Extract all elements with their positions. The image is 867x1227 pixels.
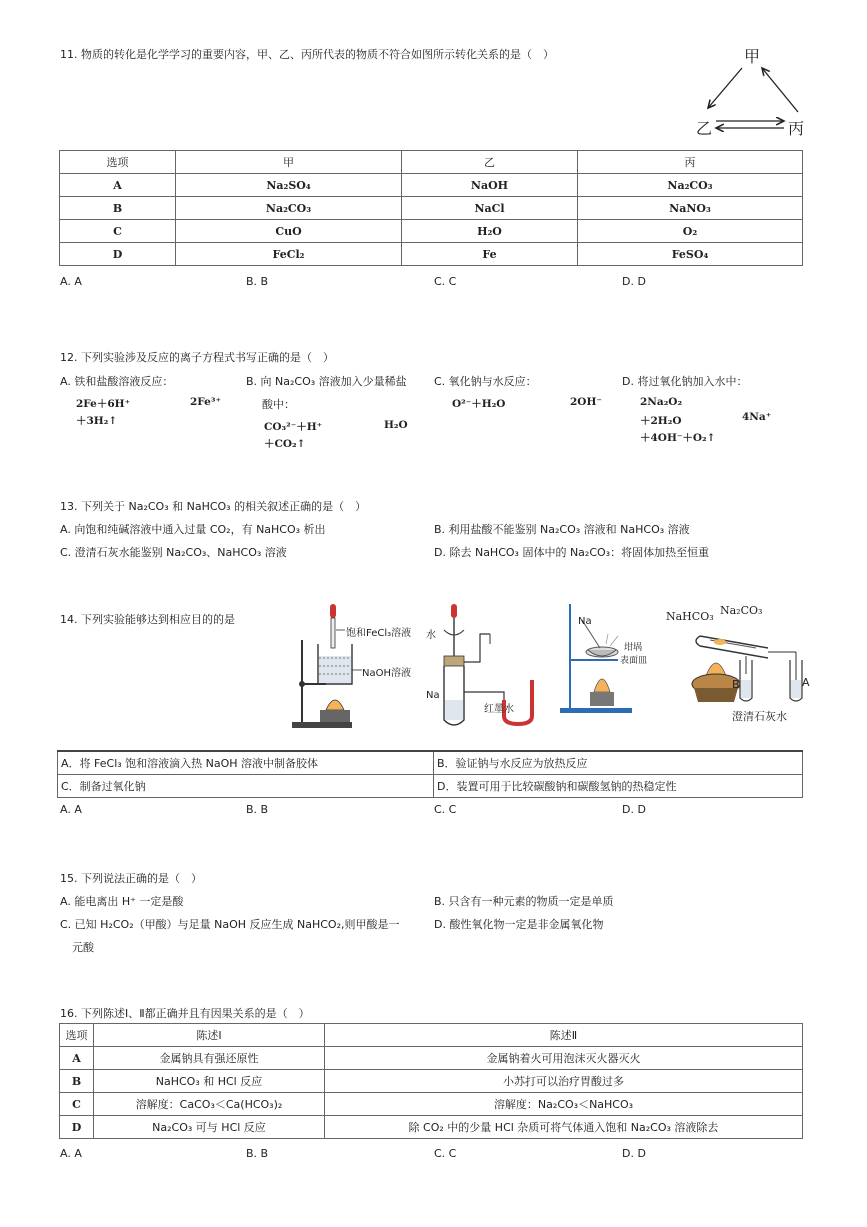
- table-cell: A: [60, 1047, 94, 1070]
- table-header-row: [60, 1024, 803, 1047]
- table-cell: B: [60, 1070, 94, 1093]
- q16-option-a[interactable]: A. A: [60, 1147, 82, 1160]
- table-cell: 溶解度：Na₂CO₃＜NaHCO₃: [325, 1093, 803, 1116]
- q11-diagram-left: 乙: [696, 119, 713, 138]
- table-row: [60, 1070, 803, 1093]
- q12-stem: 12. 下列实验涉及反应的离子方程式书写正确的是（ ）: [60, 351, 334, 364]
- q12-d-eq-2: ＋2H₂O: [640, 415, 682, 427]
- q14-figure-a: [290, 600, 430, 732]
- table-header: 选项: [60, 151, 176, 174]
- q14-fig-b-label: B: [732, 678, 740, 691]
- q14-option-b[interactable]: B．验证钠与水反应为放热反应: [434, 751, 803, 775]
- q14-fig-dish-label: 坩埚: [624, 643, 643, 653]
- q12-b-eq-left: CO₃²⁻＋H⁺: [264, 421, 323, 433]
- table-cell: 小苏打可以治疗胃酸过多: [325, 1070, 803, 1093]
- q15-option-c[interactable]: C. 已知 H₂CO₂（甲酸）与足量 NaOH 反应生成 NaHCO₂,则甲酸是一: [60, 918, 400, 931]
- q12-b-eq-cont: ＋CO₂↑: [264, 438, 306, 450]
- table-header-row: [60, 151, 803, 174]
- q11-option-a[interactable]: A. A: [60, 275, 82, 288]
- table-cell: Fe: [402, 243, 578, 266]
- table-cell: A: [60, 174, 176, 197]
- table-row: [60, 197, 803, 220]
- q12-b-label-cont: 酸中：: [262, 398, 295, 411]
- q12-d-eq-4: ＋4OH⁻＋O₂↑: [640, 432, 716, 444]
- table-cell: FeCl₂: [176, 243, 402, 266]
- q14-answer-a[interactable]: A. A: [60, 803, 82, 816]
- q11-arrows: [690, 40, 820, 140]
- q13-option-b[interactable]: B. 利用盐酸不能鉴别 Na₂CO₃ 溶液和 NaHCO₃ 溶液: [434, 523, 690, 536]
- q16-stem: 16. 下列陈述Ⅰ、Ⅱ都正确并且有因果关系的是（ ）: [60, 1007, 310, 1020]
- q11-option-b[interactable]: B. B: [246, 275, 269, 288]
- table-cell: NaNO₃: [578, 197, 803, 220]
- q14-fig-water-label: 水: [426, 630, 436, 641]
- q12-a-eq-cont: ＋3H₂↑: [76, 415, 118, 427]
- table-cell: C: [60, 220, 176, 243]
- q14-figure-d: [664, 600, 814, 728]
- table-cell: FeSO₄: [578, 243, 803, 266]
- q14-answer-b[interactable]: B. B: [246, 803, 269, 816]
- q16-table: [59, 1023, 803, 1139]
- q14-fig-nahco3-label: NaHCO₃: [666, 610, 714, 623]
- table-cell: NaHCO₃ 和 HCl 反应: [94, 1070, 325, 1093]
- q14-answer-d[interactable]: D. D: [622, 803, 646, 816]
- q11-table: [59, 150, 803, 266]
- table-cell: Na₂CO₃ 可与 HCl 反应: [94, 1116, 325, 1139]
- table-cell: O₂: [578, 220, 803, 243]
- q14-fig-limewater-label: 澄清石灰水: [732, 710, 787, 723]
- q13-option-d[interactable]: D. 除去 NaHCO₃ 固体中的 Na₂CO₃：将固体加热至恒重: [434, 546, 710, 559]
- q12-d-eq-3: 4Na⁺: [742, 411, 772, 423]
- table-cell: CuO: [176, 220, 402, 243]
- table-header: 丙: [578, 151, 803, 174]
- q12-c-eq-right: 2OH⁻: [570, 396, 602, 408]
- q14-fig-redink-label: 红墨水: [484, 704, 514, 715]
- q13-option-a[interactable]: A. 向饱和纯碱溶液中通入过量 CO₂，有 NaHCO₃ 析出: [60, 523, 326, 536]
- q14-fig-na2co3-label: Na₂CO₃: [720, 604, 763, 617]
- table-header: 乙: [402, 151, 578, 174]
- table-cell: Na₂SO₄: [176, 174, 402, 197]
- table-cell: 溶解度：CaCO₃＜Ca(HCO₃)₂: [94, 1093, 325, 1116]
- table-cell: H₂O: [402, 220, 578, 243]
- q14-fig-na1-label: Na: [426, 690, 440, 701]
- q12-d-eq-1: 2Na₂O₂: [640, 396, 683, 408]
- q16-option-d[interactable]: D. D: [622, 1147, 646, 1160]
- q14-option-d[interactable]: D．装置可用于比较碳酸钠和碳酸氢钠的热稳定性: [434, 775, 803, 798]
- q12-option-c[interactable]: C. 氧化钠与水反应：: [434, 375, 537, 388]
- q14-fig-dish2-label: 表面皿: [620, 656, 648, 666]
- q11-diagram-right: 丙: [788, 119, 805, 138]
- q11-stem: 11. 物质的转化是化学学习的重要内容，甲、乙、丙所代表的物质不符合如图所示转化关系的是（ ）: [60, 48, 554, 61]
- table-cell: 除 CO₂ 中的少量 HCl 杂质可将气体通入饱和 Na₂CO₃ 溶液除去: [325, 1116, 803, 1139]
- table-cell: 金属钠具有强还原性: [94, 1047, 325, 1070]
- table-row: [60, 220, 803, 243]
- q11-diagram-top: 甲: [744, 47, 761, 66]
- table-row: [60, 243, 803, 266]
- table-header: 陈述Ⅰ: [94, 1024, 325, 1047]
- q15-stem: 15. 下列说法正确的是（ ）: [60, 872, 202, 885]
- q14-figure-b: [424, 600, 554, 732]
- table-cell: C: [60, 1093, 94, 1116]
- table-row: [58, 775, 803, 798]
- q14-fig-na2-label: Na: [578, 616, 592, 627]
- q12-b-eq-right: H₂O: [384, 419, 408, 431]
- q14-fig-naoh-label: NaOH溶液: [362, 668, 411, 679]
- q12-option-b[interactable]: B. 向 Na₂CO₃ 溶液加入少量稀盐: [246, 375, 407, 388]
- q16-option-c[interactable]: C. C: [434, 1147, 457, 1160]
- table-cell: Na₂CO₃: [176, 197, 402, 220]
- table-cell: 金属钠着火可用泡沫灭火器灭火: [325, 1047, 803, 1070]
- q14-option-c[interactable]: C．制备过氧化钠: [58, 775, 434, 798]
- q13-option-c[interactable]: C. 澄清石灰水能鉴别 Na₂CO₃、NaHCO₃ 溶液: [60, 546, 287, 559]
- q11-option-d[interactable]: D. D: [622, 275, 646, 288]
- table-cell: B: [60, 197, 176, 220]
- table-row: [60, 1047, 803, 1070]
- q11-option-c[interactable]: C. C: [434, 275, 457, 288]
- q14-figure-c: [558, 600, 662, 716]
- table-header: 选项: [60, 1024, 94, 1047]
- q12-c-eq-left: O²⁻＋H₂O: [452, 398, 506, 410]
- q14-option-a[interactable]: A．将 FeCl₃ 饱和溶液滴入热 NaOH 溶液中制备胶体: [58, 751, 434, 775]
- q15-option-c-cont: 元酸: [72, 941, 94, 954]
- table-row: [58, 751, 803, 775]
- table-cell: NaOH: [402, 174, 578, 197]
- q14-table: [57, 750, 803, 798]
- table-header: 陈述Ⅱ: [325, 1024, 803, 1047]
- table-row: [60, 174, 803, 197]
- q14-fig-fecl3-label: 饱和FeCl₃溶液: [346, 628, 412, 639]
- q15-option-d[interactable]: D. 酸性氧化物一定是非金属氧化物: [434, 918, 604, 931]
- q13-stem: 13. 下列关于 Na₂CO₃ 和 NaHCO₃ 的相关叙述正确的是（ ）: [60, 500, 367, 513]
- q15-option-b[interactable]: B. 只含有一种元素的物质一定是单质: [434, 895, 614, 908]
- table-row: [60, 1093, 803, 1116]
- table-cell: Na₂CO₃: [578, 174, 803, 197]
- table-row: [60, 1116, 803, 1139]
- q12-a-eq-right: 2Fe³⁺: [190, 396, 222, 408]
- q11-triangle-diagram: [690, 40, 820, 140]
- q15-option-a[interactable]: A. 能电离出 H⁺ 一定是酸: [60, 895, 184, 908]
- q16-option-b[interactable]: B. B: [246, 1147, 269, 1160]
- q14-stem: 14. 下列实验能够达到相应目的的是: [60, 613, 235, 626]
- table-cell: NaCl: [402, 197, 578, 220]
- table-header: 甲: [176, 151, 402, 174]
- q12-option-d[interactable]: D. 将过氧化钠加入水中：: [622, 375, 748, 388]
- q14-answer-c[interactable]: C. C: [434, 803, 457, 816]
- table-cell: D: [60, 1116, 94, 1139]
- table-cell: D: [60, 243, 176, 266]
- q12-option-a[interactable]: A. 铁和盐酸溶液反应：: [60, 375, 174, 388]
- q14-fig-a-label: A: [802, 676, 810, 689]
- q12-a-eq-left: 2Fe＋6H⁺: [76, 398, 131, 410]
